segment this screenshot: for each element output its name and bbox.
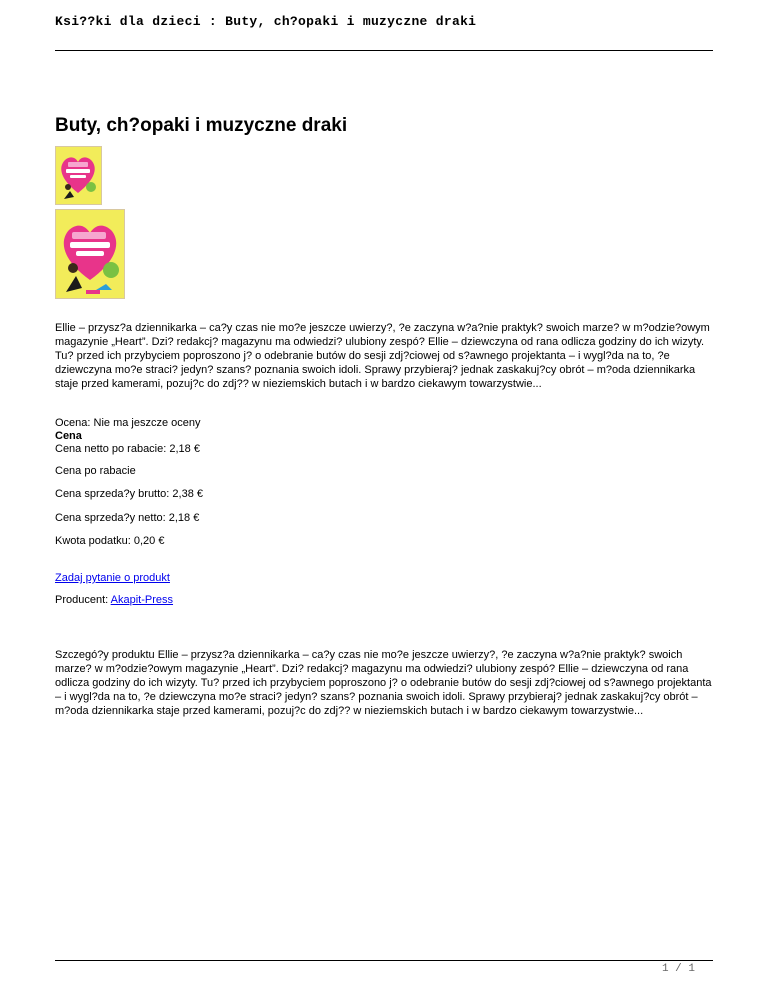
producer-link[interactable]: Akapit-Press (110, 594, 174, 606)
page-title: Buty, ch?opaki i muzyczne draki (55, 115, 348, 136)
page-number: 1 / 1 (661, 963, 695, 975)
price-heading: Cena (55, 430, 82, 442)
running-header: Ksi??ki dla dzieci : Buty, ch?opaki i muzyczne draki (55, 14, 477, 29)
product-details: Szczegó?y produktu Ellie – przysz?a dziennikarka – ca?y czas nie mo?e jeszcze uwierzy?, ?e zaczyna w?a?nie praktyk? swoich marze? w m?odzie?owym magazynie „Heart”. Dzi? redakcj? magazynu ma odwiedzi? ulubiony zespó? Ellie – dziewczyna od rana odlicza godziny do ich wizyty. Tu? przed ich przybyciem poproszono j? o odebranie butów do sesji zdj?ciowej od s?awnego projektanta – i wygl?da na to, ?e dziewczyna mo?e straci? jedyn? szans? poznania swoich idoli. Sprawy przybieraj? jednak zaskakuj?cy obrót – m?oda dziennikarka staje przed kamerami, pozuj?c do zdj?? w nieziemskich butach i w bardzo ciekawym towarzystwie... (55, 649, 712, 717)
net-sale-price: Cena sprzeda?y netto: 2,18 € (55, 512, 200, 524)
producer-label: Producent: (55, 594, 111, 606)
rating-text: Ocena: Nie ma jeszcze oceny (55, 417, 201, 429)
book-cover-thumbnail[interactable] (55, 146, 102, 205)
net-price-after-discount: Cena netto po rabacie: 2,18 € (55, 443, 200, 455)
product-description: Ellie – przysz?a dziennikarka – ca?y czas nie mo?e jeszcze uwierzy?, ?e zaczyna w?a?nie praktyk? swoich marze? w m?odzie?owym magazynie „Heart”. Dzi? redakcj? magazynu ma odwiedzi? ulubiony zespó? Ellie – dziewczyna od rana odlicza godziny do ich wizyty. Tu? przed ich przybyciem poproszono j? o odebranie butów do sesji zdj?ciowej od s?awnego projektanta – i wygl?da na to, ?e dziewczyna mo?e straci? jedyn? szans? poznania swoich idoli. Sprawy przybieraj? jednak zaskakuj?cy obrót – m?oda dziennikarka staje przed kamerami, pozuj?c do zdj?? w nieziemskich butach i w bardzo ciekawym towarzystwie... (55, 322, 710, 390)
tax-amount: Kwota podatku: 0,20 € (55, 535, 165, 547)
footer-rule (55, 960, 713, 961)
ask-question-link[interactable]: Zadaj pytanie o produkt (55, 572, 170, 584)
gross-sale-price: Cena sprzeda?y brutto: 2,38 € (55, 488, 203, 500)
producer-row (55, 593, 713, 607)
header-rule (55, 50, 713, 51)
ask-question-row (55, 571, 713, 585)
price-after-discount-label: Cena po rabacie (55, 465, 136, 477)
book-cover-image[interactable] (55, 209, 125, 299)
